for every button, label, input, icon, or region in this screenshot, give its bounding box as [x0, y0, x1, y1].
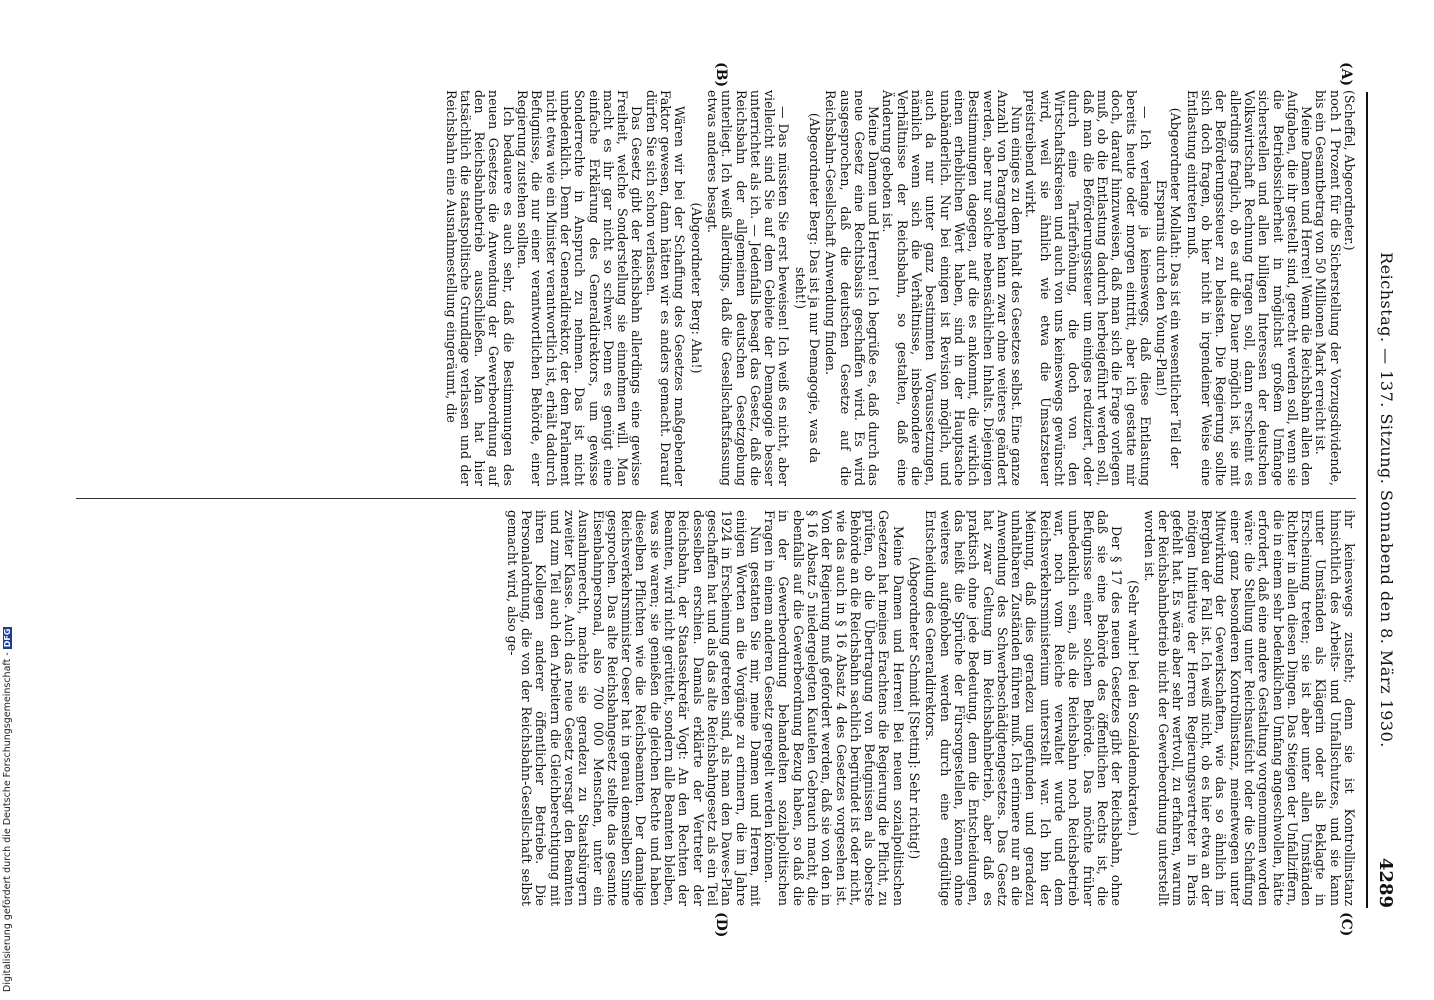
interjection: (Abgeordneter Berg: Das ist ja nur Demagogie, was da steht!): [792, 112, 823, 464]
right-column: [504, 510, 1356, 906]
paragraph: Meine Damen und Herren! Wenn die Reichsbahn allen den Aufgaben, die ihr gestellt sind, gerecht werden soll, wenn sie die Betriebssicherheit in möglichst großem Umfange sicherstellen und allen billigen Interessen der deutschen Volkswirtschaft Rechnung tragen soll, dann erscheint es allerdings fraglich, ob es auf die Dauer möglich ist, sie mit der Beförderungssteuer zu belasten. Die Regierung sollte sich doch fragen, ob hier nicht in irgendeiner Weise eine Entlastung eintreten muß.: [1184, 90, 1315, 486]
paragraph: ihr keineswegs zusteht; denn sie ist Kontrollinstanz hinsichtlich des Arbeits- und Unfallschutzes, und sie kann unter Umständen als Klägerin oder als Beklagte in Erscheinung treten; sie ist aber unter allen Umständen Richter in allen diesen Dingen. Das Steigen der Unfallziffern, die in einem sehr bedenklichen Umfang angeschwollen, hätte erfordert, daß eine andere Gestaltung vorgenommen worden wäre: die Stellung unter Reichsaufsicht oder die Schaffung einer ganz besonderen Kontrollinstanz, meinetwegen unter Mitwirkung der Gewerkschaften, wie das so ähnlich im Bergbau der Fall ist. Ich weiß nicht, ob es hier etwa an der nötigen Initiative der Herren Regierungsvertreter in Paris gefehlt hat. Es wäre aber sehr wertvoll, zu erfahren, warum der Reichsbahnbetrieb nicht der Gewerbeordnung unterstellt worden ist.: [1141, 510, 1357, 906]
footer-text: [2, 627, 13, 992]
running-head: Reichstag. — 137. Sitzung. Sonnabend den 8. März 1930.: [1377, 252, 1396, 748]
margin-mark-b: (B): [713, 62, 729, 88]
paragraph: Wären wir bei der Schaffung des Gesetzes maßgebender Faktor gewesen, dann hätten wir es anders gemacht. Darauf dürfen Sie sich schon verlassen.: [643, 90, 688, 486]
footer-strip: [2, 600, 14, 992]
interjection: (Abgeordneter Schmidt [Stettin]: Sehr richtig!): [907, 556, 923, 860]
paragraph: Nun gestatten Sie mir, meine Damen und Herren, mit einigen Worten an die Vorgänge zu erinnern, die im Jahre 1924 in Erscheinung getreten sind, als man den Dawes-Plan geschaffen hat und als das alte Reichsbahngesetz als ein Teil desselben erschien. Damals erklärte der Vertreter der Reichsbahn, der Staatssekretär Vogt: An den Rechten der Beamten, wird nicht gerüttelt, sondern alle Beamten bleiben, was sie waren; sie genießen die gleichen Rechte und haben dieselben Pflichten wie die Reichsbeamten. Der damalige Reichsverkehrsminister Oeser hat in genau demselben Sinne gesprochen. Das alte Reichsbahngesetz stellte das gesamte Eisenbahnpersonal, also 700 000 Menschen, unter ein Ausnahmerecht, machte sie geradezu zu Staatsbürgern zweiter Klasse. Auch das neue Gesetz versagt den Beamten und zum Teil auch den Arbeitern die Gleichberechtigung mit ihren Kollegen anderer öffentlicher Betriebe. Die Personalordnung, die von der Reichsbahn-Gesellschaft selbst gemacht wird, also ge-: [504, 510, 763, 906]
column-divider: [76, 498, 1356, 499]
page-header: [1366, 92, 1400, 908]
margin-mark-d: (D): [713, 912, 729, 938]
interjection: (Abgeordneter Berg: Aha!): [688, 202, 704, 374]
paragraph: noch 1 Prozent für die Sicherstellung der Vorzugsdividende, bis ein Gesamtbetrag von 50 Millionen Mark erreicht ist.: [1313, 90, 1343, 486]
paragraph: — Ich verlange ja keineswegs, daß diese Entlastung bereits heute oder morgen eintritt, aber ich gestatte mir doch, darauf hinzuweisen, daß man sich die Frage vorlegen muß, ob die Entlastung dadurch herbeigeführt werden soll, daß man die Beförderungssteuer um einiges reduziert, oder durch eine Tariferhöhung, die doch von den Wirtschaftskreisen und auch von uns keineswegs gewünscht wird, weil sie ähnlich wie etwa die Umsatzsteuer preistreibend wirkt.: [1023, 90, 1153, 486]
paragraph: Meine Damen und Herren! Bei neuen sozialpolitischen Gesetzen hat meines Erachtens die Regierung die Pflicht, zu prüfen, ob die Übertragung von Befugnissen als oberste Behörde an die Reichsbahn sachlich begründet ist oder nicht, wie das auch in § 16 Absatz 4 des Gesetzes vorgesehen ist. Von der Regierung muß gefordert werden, daß sie von den in § 16 Absatz 5 niedergelegten Kautelen Gebrauch macht, die ebenfalls auf die Gewerbeordnung Bezug haben, so daß die in der Gewerbeordnung behandelten sozialpolitischen Fragen in einem anderen Gesetz geregelt werden können.: [762, 510, 906, 906]
interjection: (Abgeordneter Mollath: Das ist ein wesentlicher Teil der Ersparnis durch den Young-Plan!): [1154, 107, 1184, 469]
paragraph: Ich bedauere es auch sehr, daß die Bestimmungen des neuen Gesetzes die Anwendung der Gewerbeordnung auf den Reichsbahnbetrieb ausschließen. Man hat hier tatsächlich die staatspolitische Grundlage verlassen und der Reichsbahn eine Ausnahmestellung eingeräumt, die: [443, 90, 516, 486]
left-column: [443, 90, 1356, 486]
margin-mark-a: (A): [1338, 62, 1354, 87]
paragraph: Meine Damen und Herren! Ich begrüße es, daß durch das neue Gesetz eine Rechtsbasis geschaffen wird. Es wird ausgesprochen, daß die deutschen Gesetze auf die Reichsbahn-Gesellschaft Anwendung finden.: [823, 90, 882, 486]
paragraph: Das Gesetz gibt der Reichsbahn allerdings eine gewisse Freiheit, welche Sonderstellung sie einnehmen will. Man macht es ihr gar nicht so schwer. Denn es genügt eine einfache Erklärung des Generaldirektors, um gewisse Sonderrechte in Anspruch zu nehmen. Das ist nicht unbedenklich. Denn der Generaldirektor, der dem Parlament nicht etwa wie ein Minister verantwortlich ist, erhält dadurch Befugnisse, die nur einer verantwortlichen Behörde, einer Regierung zustehen sollten.: [515, 90, 645, 486]
dfg-logo: DFG: [3, 628, 12, 648]
page-number: 4289: [1375, 857, 1396, 908]
paragraph: Nun einiges zu dem Inhalt des Gesetzes selbst. Eine ganze Anzahl von Paragraphen kann zwar ohne weiteres geändert werden, aber nur solche nebensächlichen Inhalts. Diejenigen Bestimmungen dagegen, auf die es ankommt, die wirklich einen erheblichen Wert haben, sind in der Hauptsache unabänderlich. Nur bei einigen ist Revision möglich, und auch da nur unter ganz bestimmten Voraussetzungen, nämlich wenn sich die Verhältnisse, insbesondere die Verhältnisse der Reichsbahn, so gestalten, daß eine Änderung geboten ist.: [880, 90, 1025, 486]
paragraph: Der § 17 des neuen Gesetzes gibt der Reichsbahn, ohne daß sie eine Behörde des öffentlichen Rechts ist, die Befugnisse einer solchen Behörde. Das möchte früher unbedenklich sein, als die Reichsbahn noch Reichsbetrieb war, noch vom Reiche verwaltet wurde und dem Reichsverkehrsministerium unterstellt war. Ich bin der Meinung, daß dies geradezu ungefunden und geradezu unhaltbaren Zuständen führen muß. Ich erinnere nur an die Anwendung des Schwerbeschädigtengesetzes. Das Gesetz hat zwar Geltung im Reichsbahnbetrieb, aber daß es praktisch ohne jede Bedeutung, denn die Entscheidungen, das heißt die Sprüche der Fürsorgestellen, können ohne weiteres aufgehoben werden durch eine endgültige Entscheidung des Generaldirektors.: [923, 510, 1125, 906]
paragraph: (Scheffel, Abgeordneter.): [1342, 90, 1357, 251]
interjection: (Sehr wahr! bei den Sozialdemokraten.): [1125, 580, 1141, 836]
paragraph: — Das müssten Sie erst beweisen! Ich weiß es nicht, aber vielleicht sind Sie auf dem Gebiete der Demagogie besser unterrichtet als ich. — Jedenfalls besagt das Gesetz, daß die Reichsbahn der allgemeinen deutschen Gesetzgebung unterliegt. Ich weiß allerdings, daß die Gesellschaftsfassung etwas anderes besagt.: [704, 90, 792, 486]
margin-mark-c: (C): [1338, 912, 1354, 937]
footer-credit: Digitalisierung gefördert durch die Deutsche Forschungsgemeinschaft -: [2, 652, 13, 992]
